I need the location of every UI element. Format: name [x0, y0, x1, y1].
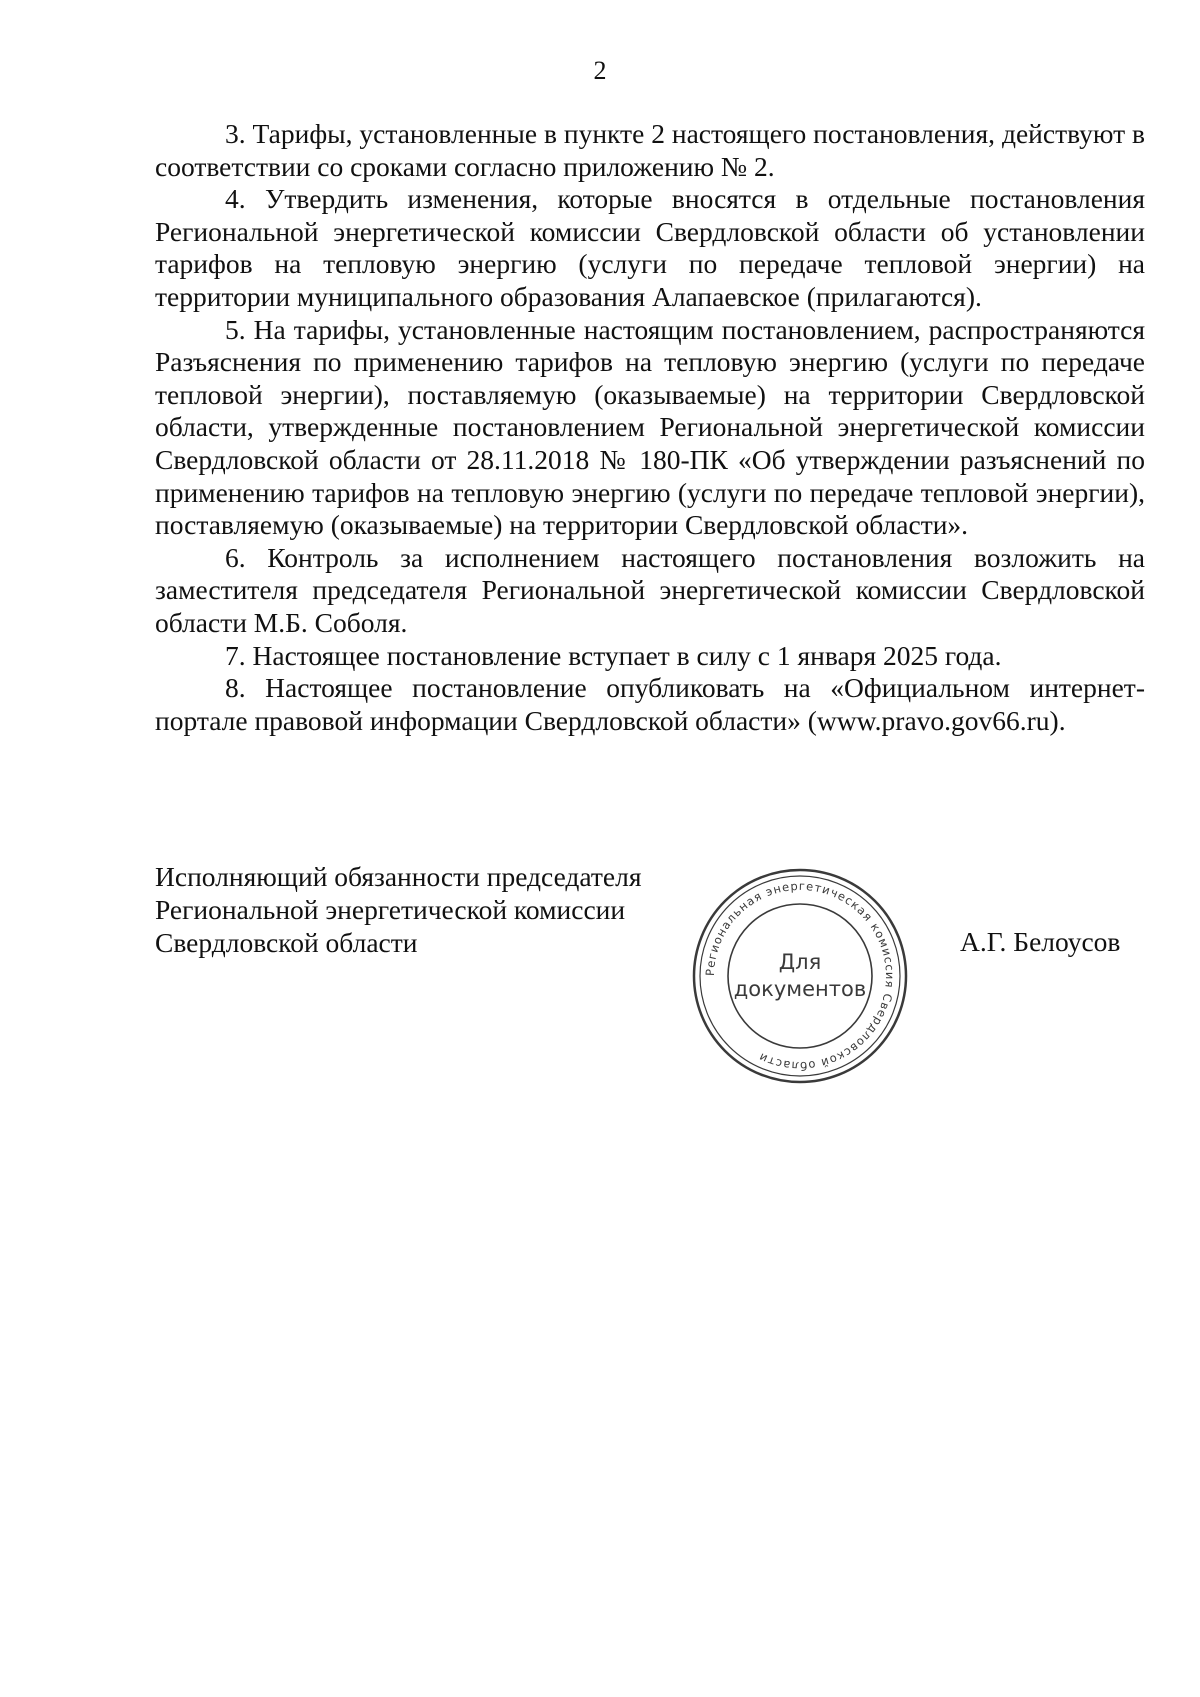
signer-name: А.Г. Белоусов	[960, 926, 1121, 957]
page-number: 2	[593, 56, 607, 85]
seal-center-line: Для	[778, 950, 822, 974]
paragraph-5: 5. На тарифы, установленные настоящим постановлением, распространяются Разъяснения по применению тарифов на тепловую энергию (услуги по передаче тепловой энергии), поставляемую (оказываемые) на территории Свердловской области, утвержденные постановлением Региональной энергетической комиссии Свердловской области от 28.11.2018 № 180-ПК «Об утверждении разъяснений по применению тарифов на тепловую энергию (услуги по передаче тепловой энергии), поставляемую (оказываемые) на территории Свердловской области».	[155, 313, 1145, 541]
signer-position	[155, 860, 642, 959]
paragraph-7: 7. Настоящее постановление вступает в силу с 1 января 2025 года.	[225, 639, 1002, 671]
paragraph-6: 6. Контроль за исполнением настоящего постановления возложить на заместителя председателя Региональной энергетической комиссии Свердловской области М.Б. Соболя.	[155, 541, 1145, 638]
signer-position-line: Свердловской области	[155, 927, 418, 958]
document-body	[155, 118, 1145, 737]
paragraph-3: 3. Тарифы, установленные в пункте 2 настоящего постановления, действуют в соответствии со сроками согласно приложению № 2.	[155, 118, 1145, 182]
signer-position-line: Региональной энергетической комиссии	[155, 894, 626, 925]
signer-position-line: Исполняющий обязанности председателя	[155, 861, 642, 892]
official-seal	[690, 866, 910, 1086]
seal-center-line: документов	[733, 977, 867, 1001]
paragraph-4: 4. Утвердить изменения, которые вносятся в отдельные постановления Региональной энергетической комиссии Свердловской области об установлении тарифов на тепловую энергию (услуги по передаче тепловой энергии) на территории муниципального образования Алапаевское (прилагаются).	[155, 183, 1145, 312]
paragraph-8: 8. Настоящее постановление опубликовать на «Официальном интернет-портале правовой информации Свердловской области» (www.pravo.gov66.ru).	[155, 672, 1145, 736]
seal-center-text	[728, 929, 872, 1023]
seal-ring-text: Региональная энергетическая комиссия Свердловской области	[702, 878, 898, 1074]
